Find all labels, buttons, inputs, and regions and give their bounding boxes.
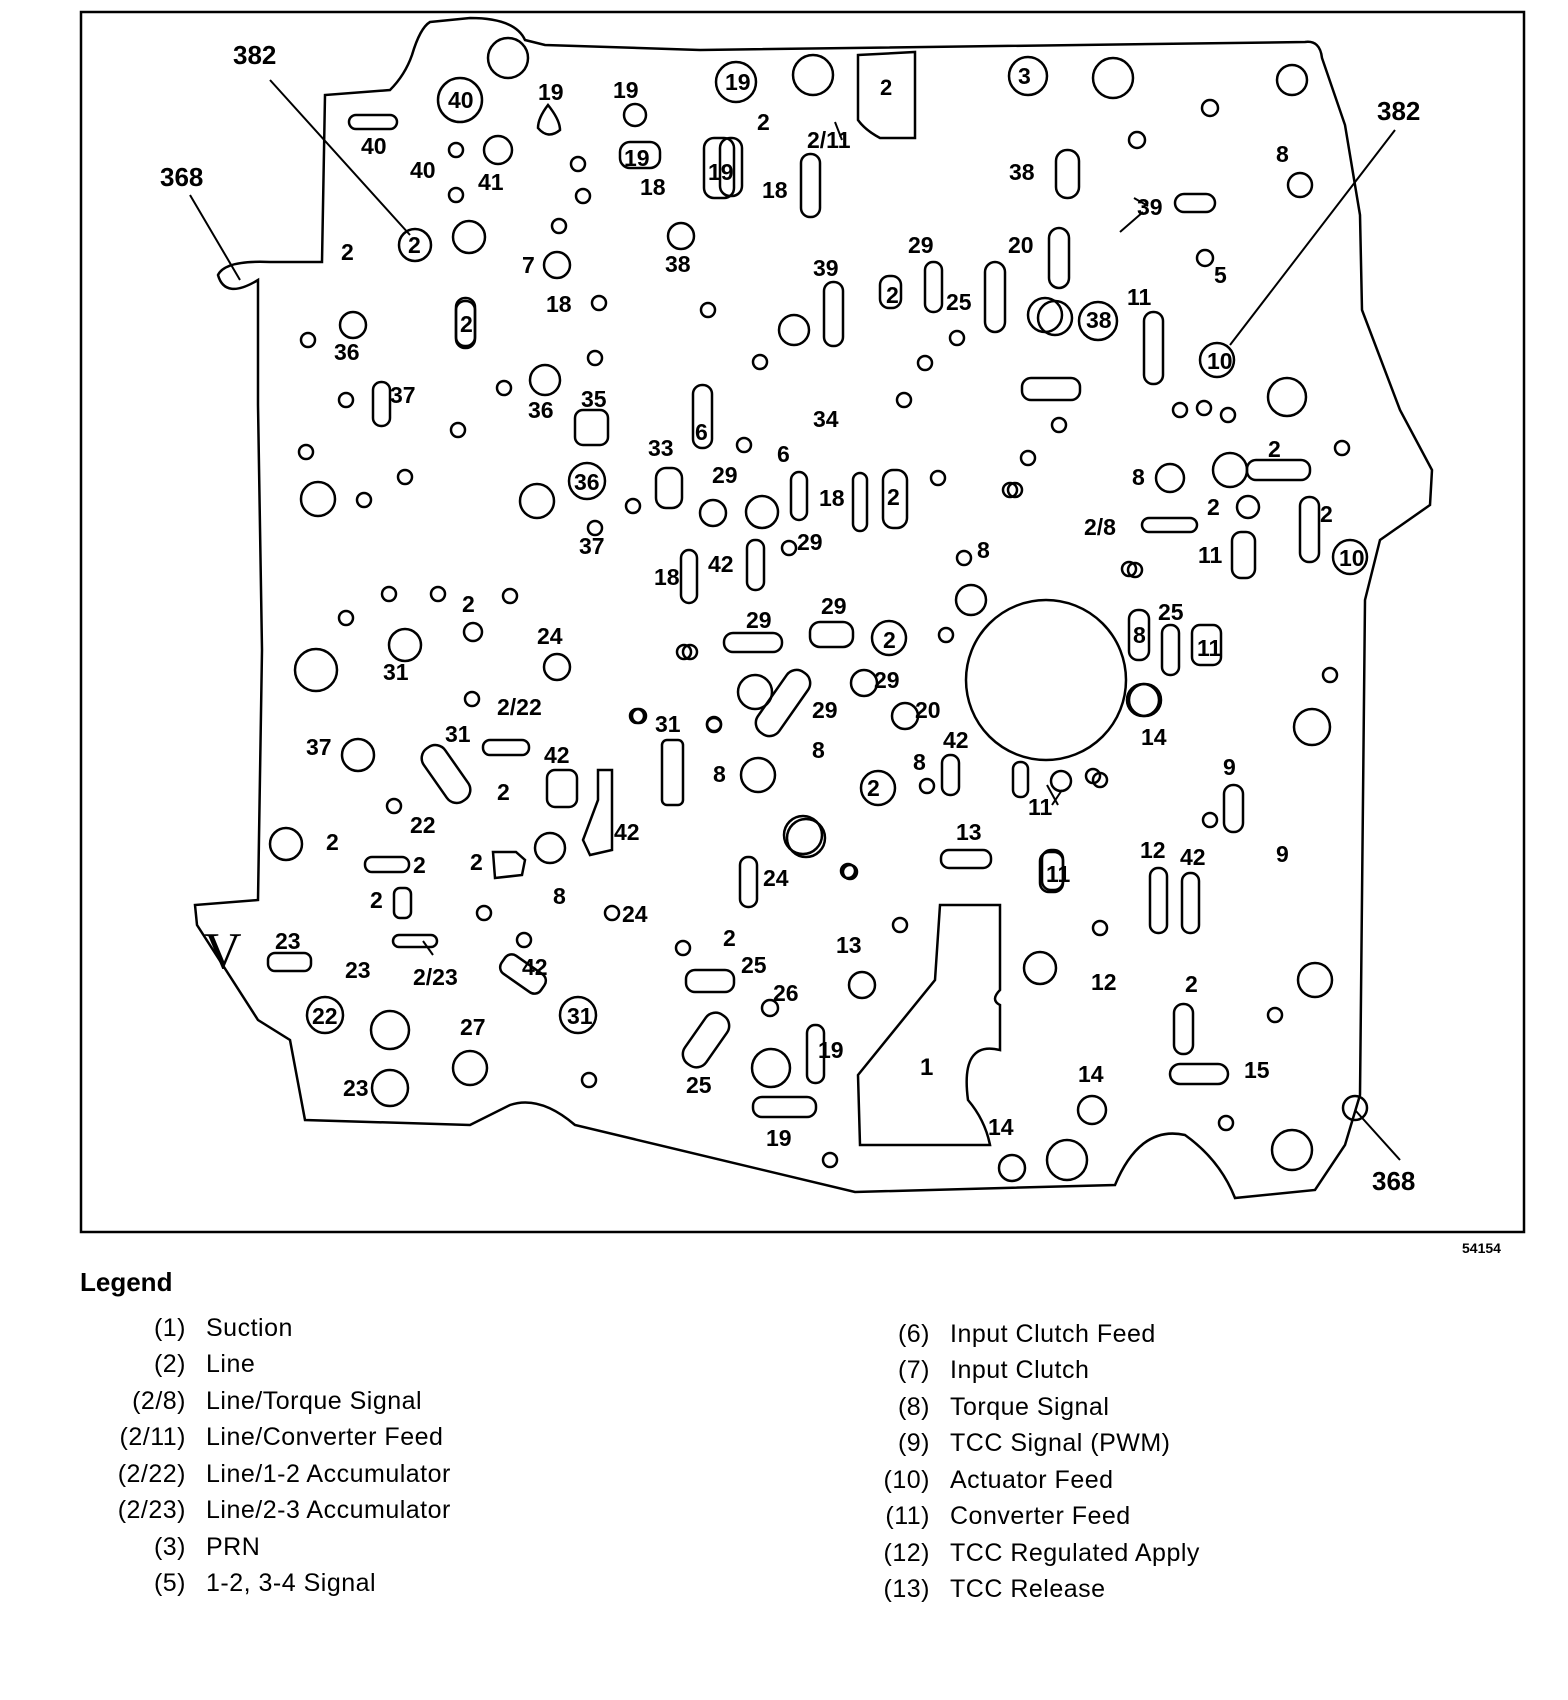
svg-text:11: 11 [1046, 861, 1071, 887]
legend-code: (2/8) [132, 1386, 186, 1415]
svg-text:24: 24 [763, 865, 789, 891]
legend-label: Line [206, 1350, 256, 1379]
figure-number: 54154 [1462, 1240, 1501, 1256]
svg-text:2: 2 [1185, 971, 1198, 997]
legend-code: (10) [883, 1465, 930, 1494]
svg-text:19: 19 [818, 1037, 844, 1063]
converter-bore [966, 600, 1126, 760]
legend-code: (2/23) [117, 1496, 186, 1525]
legend-code: (5) [153, 1569, 186, 1598]
svg-text:24: 24 [537, 623, 563, 649]
svg-text:22: 22 [312, 1003, 338, 1029]
legend-item [90, 1310, 451, 1347]
corner-v-mark: V [204, 923, 242, 980]
svg-text:36: 36 [574, 469, 600, 495]
legend-code: (3) [153, 1532, 186, 1561]
svg-text:38: 38 [1086, 307, 1112, 333]
svg-text:42: 42 [614, 819, 640, 845]
svg-text:29: 29 [712, 462, 738, 488]
legend-label: Line/1-2 Accumulator [206, 1459, 451, 1488]
svg-text:29: 29 [797, 529, 823, 555]
svg-text:19: 19 [613, 77, 639, 103]
svg-text:2: 2 [413, 852, 426, 878]
svg-text:2: 2 [460, 311, 473, 337]
svg-text:14: 14 [988, 1114, 1014, 1140]
legend-item [90, 1383, 451, 1420]
legend-label: 1-2, 3-4 Signal [206, 1569, 377, 1598]
legend-item [860, 1316, 1200, 1353]
svg-text:23: 23 [275, 928, 301, 954]
svg-text:29: 29 [812, 697, 838, 723]
svg-text:27: 27 [460, 1014, 486, 1040]
svg-text:42: 42 [544, 742, 570, 768]
legend-item [90, 1529, 451, 1566]
svg-text:25: 25 [686, 1072, 712, 1098]
legend-label: Actuator Feed [950, 1465, 1114, 1494]
suction-port-label: 1 [920, 1054, 934, 1081]
svg-text:18: 18 [640, 174, 666, 200]
svg-text:23: 23 [345, 957, 371, 983]
legend-label: Line/Converter Feed [206, 1423, 444, 1452]
svg-text:36: 36 [528, 397, 554, 423]
svg-text:14: 14 [1078, 1061, 1104, 1087]
svg-text:29: 29 [746, 607, 772, 633]
svg-text:37: 37 [306, 734, 332, 760]
svg-text:8: 8 [977, 537, 990, 563]
svg-text:42: 42 [708, 551, 734, 577]
svg-text:26: 26 [773, 980, 799, 1006]
svg-text:40: 40 [448, 87, 474, 113]
callout-368-right: 368 [1372, 1166, 1416, 1196]
svg-text:2/8: 2/8 [1084, 514, 1116, 540]
svg-text:11: 11 [1127, 284, 1152, 310]
legend-item [860, 1572, 1200, 1609]
svg-text:42: 42 [522, 954, 548, 980]
svg-text:8: 8 [913, 749, 926, 775]
svg-text:31: 31 [567, 1003, 593, 1029]
legend-code: (1) [153, 1313, 186, 1342]
svg-text:2: 2 [497, 779, 510, 805]
legend-title: Legend [80, 1267, 173, 1297]
legend-left-column [90, 1310, 451, 1602]
svg-text:29: 29 [908, 232, 934, 258]
legend-label: Line/Torque Signal [206, 1386, 423, 1415]
legend-code: (13) [883, 1575, 930, 1604]
legend-item [860, 1462, 1200, 1499]
svg-text:29: 29 [874, 667, 900, 693]
legend-label: Line/2-3 Accumulator [206, 1496, 451, 1525]
legend-code: (6) [897, 1319, 930, 1348]
svg-text:8: 8 [713, 761, 726, 787]
svg-text:25: 25 [946, 289, 972, 315]
svg-text:15: 15 [1244, 1057, 1270, 1083]
legend-item [860, 1426, 1200, 1463]
svg-text:14: 14 [1141, 724, 1167, 750]
svg-text:18: 18 [654, 564, 680, 590]
svg-text:2: 2 [757, 109, 770, 135]
svg-text:34: 34 [813, 406, 839, 432]
svg-text:2: 2 [723, 925, 736, 951]
svg-text:19: 19 [708, 159, 734, 185]
svg-text:2: 2 [370, 887, 383, 913]
svg-text:41: 41 [478, 169, 504, 195]
callout-382-right: 382 [1377, 96, 1421, 126]
svg-text:8: 8 [1276, 141, 1289, 167]
svg-text:23: 23 [343, 1075, 369, 1101]
svg-text:2/11: 2/11 [807, 127, 851, 153]
svg-text:19: 19 [538, 79, 564, 105]
svg-text:39: 39 [1137, 194, 1163, 220]
svg-text:2: 2 [867, 775, 880, 801]
svg-text:25: 25 [1158, 599, 1184, 625]
legend-item [860, 1389, 1200, 1426]
svg-text:2: 2 [470, 849, 483, 875]
svg-text:11: 11 [1197, 635, 1222, 661]
svg-text:25: 25 [741, 952, 767, 978]
svg-text:11: 11 [1028, 794, 1053, 820]
legend-item [90, 1456, 451, 1493]
svg-text:18: 18 [546, 291, 572, 317]
legend-code: (9) [897, 1429, 930, 1458]
svg-text:12: 12 [1140, 837, 1166, 863]
svg-text:37: 37 [390, 382, 416, 408]
svg-text:2: 2 [1268, 436, 1281, 462]
legend-code: (11) [885, 1502, 930, 1531]
legend-item [860, 1353, 1200, 1390]
legend-item [860, 1535, 1200, 1572]
svg-text:12: 12 [1091, 969, 1117, 995]
svg-text:10: 10 [1339, 545, 1365, 571]
svg-text:8: 8 [1132, 464, 1145, 490]
legend-label: Converter Feed [950, 1502, 1131, 1531]
svg-text:42: 42 [943, 727, 969, 753]
svg-text:24: 24 [622, 901, 648, 927]
svg-text:7: 7 [522, 252, 535, 278]
svg-text:38: 38 [665, 251, 691, 277]
spacer-plate-outline [195, 18, 1432, 1198]
svg-text:2/23: 2/23 [413, 964, 458, 990]
legend-label: TCC Regulated Apply [950, 1538, 1200, 1567]
legend-item [860, 1499, 1200, 1536]
svg-text:2: 2 [1207, 494, 1220, 520]
svg-text:19: 19 [624, 145, 650, 171]
svg-text:18: 18 [762, 177, 788, 203]
svg-text:31: 31 [655, 711, 681, 737]
svg-text:8: 8 [553, 883, 566, 909]
legend-label: Input Clutch [950, 1356, 1090, 1385]
svg-text:2: 2 [883, 627, 896, 653]
svg-text:2: 2 [462, 591, 475, 617]
svg-text:2: 2 [341, 239, 354, 265]
svg-text:39: 39 [813, 255, 839, 281]
svg-text:31: 31 [383, 659, 409, 685]
legend-item [90, 1420, 451, 1457]
svg-text:3: 3 [1018, 63, 1031, 89]
svg-text:2: 2 [408, 232, 421, 258]
callout-382-left: 382 [233, 40, 277, 70]
svg-text:38: 38 [1009, 159, 1035, 185]
svg-text:9: 9 [1276, 841, 1289, 867]
svg-text:11: 11 [1198, 542, 1223, 568]
svg-text:20: 20 [1008, 232, 1034, 258]
legend-label: TCC Release [950, 1575, 1106, 1604]
legend-item [90, 1347, 451, 1384]
svg-text:42: 42 [1180, 844, 1206, 870]
legend-code: (2/11) [119, 1423, 186, 1452]
legend-label: Torque Signal [950, 1392, 1110, 1421]
svg-text:13: 13 [836, 932, 862, 958]
svg-text:13: 13 [956, 819, 982, 845]
plate-holes [270, 38, 1367, 1181]
svg-text:2: 2 [886, 282, 899, 308]
callout-368-left: 368 [160, 162, 204, 192]
svg-text:19: 19 [725, 69, 751, 95]
legend-label: TCC Signal (PWM) [950, 1429, 1171, 1458]
svg-text:33: 33 [648, 435, 674, 461]
svg-text:20: 20 [915, 697, 941, 723]
svg-text:37: 37 [579, 533, 605, 559]
legend-label: Input Clutch Feed [950, 1319, 1156, 1348]
svg-text:35: 35 [581, 386, 607, 412]
svg-text:8: 8 [812, 737, 825, 763]
legend-label: Suction [206, 1313, 293, 1342]
legend-item [90, 1566, 451, 1603]
port-number-labels [275, 63, 1365, 1151]
svg-text:36: 36 [334, 339, 360, 365]
svg-text:40: 40 [361, 133, 387, 159]
svg-text:22: 22 [410, 812, 436, 838]
legend-code: (12) [883, 1538, 930, 1567]
svg-text:2: 2 [1320, 501, 1333, 527]
svg-text:40: 40 [410, 157, 436, 183]
svg-text:31: 31 [445, 721, 471, 747]
legend-code: (2/22) [117, 1459, 186, 1488]
suction-cutout [858, 905, 1000, 1145]
svg-text:9: 9 [1223, 754, 1236, 780]
legend-label: PRN [206, 1532, 261, 1561]
legend-code: (8) [897, 1392, 930, 1421]
svg-text:29: 29 [821, 593, 847, 619]
svg-text:6: 6 [695, 419, 708, 445]
svg-text:2: 2 [887, 484, 900, 510]
legend-code: (2) [153, 1350, 186, 1379]
svg-text:2: 2 [326, 829, 339, 855]
legend-code: (7) [897, 1356, 930, 1385]
svg-text:5: 5 [1214, 262, 1227, 288]
legend-item [90, 1493, 451, 1530]
port-label: 2 [880, 75, 893, 100]
legend-right-column [860, 1316, 1200, 1608]
svg-text:18: 18 [819, 485, 845, 511]
svg-text:8: 8 [1133, 622, 1146, 648]
svg-text:6: 6 [777, 441, 790, 467]
svg-text:19: 19 [766, 1125, 792, 1151]
svg-text:10: 10 [1207, 348, 1233, 374]
svg-text:2/22: 2/22 [497, 694, 542, 720]
